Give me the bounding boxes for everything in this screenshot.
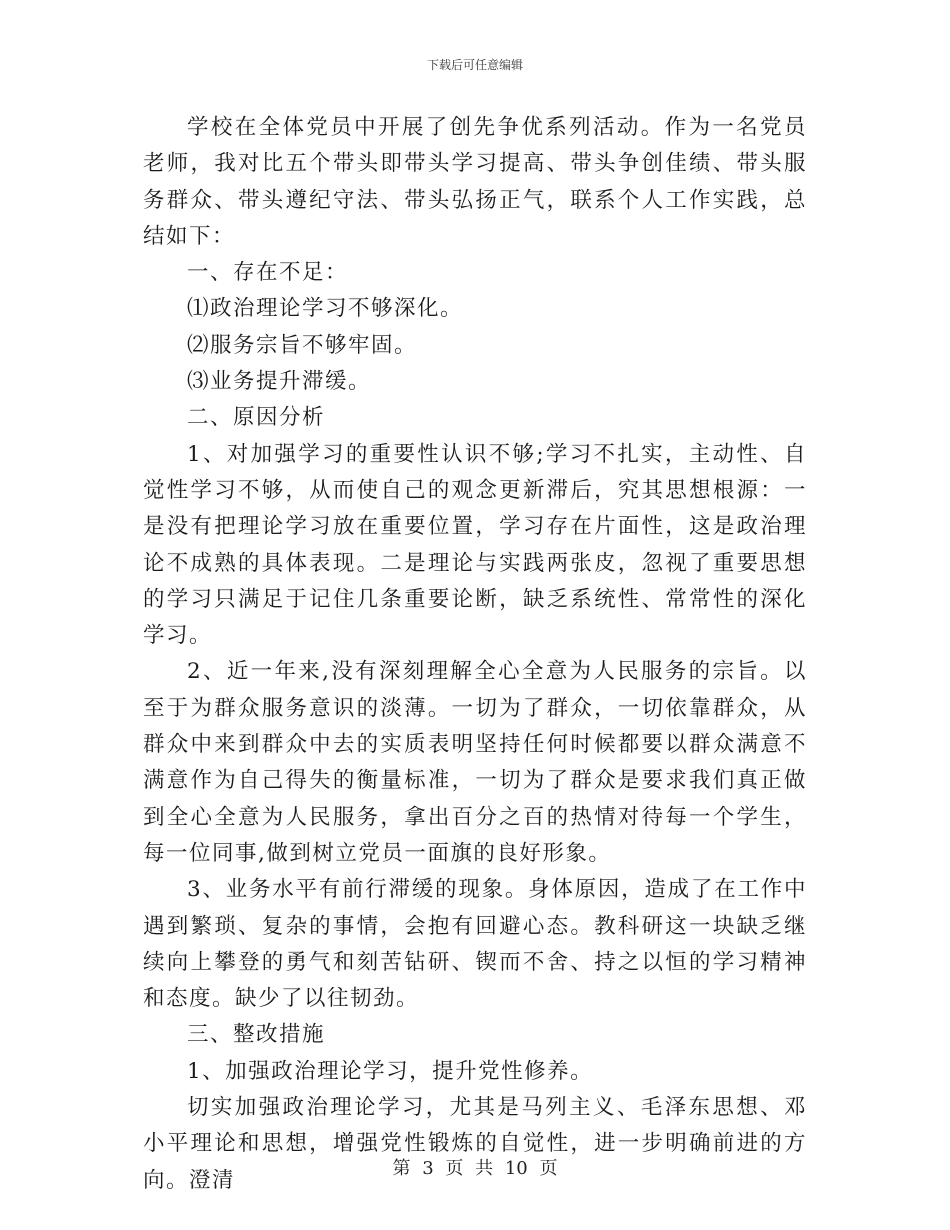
- paragraph-cause-1: 1、对加强学习的重要性认识不够;学习不扎实，主动性、自觉性学习不够，从而使自己的观念更新滞后，究其思想根源：一是没有把理论学习放在重要位置，学习存在片面性，这是政治理论不成熟的具体表现。二是理论与实践两张皮，忽视了重要思想的学习只满足于记住几条重要论断，缺乏系统性、常常性的深化学习。: [143, 441, 807, 649]
- paragraph-cause-3: 3、业务水平有前行滞缓的现象。身体原因，造成了在工作中遇到繁琐、复杂的事情，会抱有回避心态。教科研这一块缺乏继续向上攀登的勇气和刻苦钻研、锲而不舍、持之以恒的学习精神和态度。缺少了以往韧劲。: [143, 877, 807, 1012]
- page-number: 第 3 页 共 10 页: [392, 1158, 558, 1179]
- list-item-service: ⑵服务宗旨不够牢固。: [187, 332, 418, 358]
- list-item-business: ⑶业务提升滞缓。: [187, 369, 372, 395]
- list-item-theory: ⑴政治理论学习不够深化。: [187, 296, 464, 322]
- download-edit-note: 下载后可任意编辑: [426, 58, 523, 72]
- heading-rectification: 三、整改措施: [187, 1022, 326, 1048]
- paragraph-cause-2: 2、近一年来,没有深刻理解全心全意为人民服务的宗旨。以至于为群众服务意识的淡薄。一切为了群众，一切依靠群众，从群众中来到群众中去的实质表明坚持任何时候都要以群众满意不满意作为自己得失的衡量标准，一切为了群众是要求我们真正做到全心全意为人民服务，拿出百分之百的热情对待每一个学生，每一位同事,做到树立党员一面旗的良好形象。: [143, 659, 807, 866]
- document-body: [143, 110, 807, 1199]
- heading-cause-analysis: 二、原因分析: [187, 405, 326, 431]
- paragraph-intro: 学校在全体党员中开展了创先争优系列活动。作为一名党员老师，我对比五个带头即带头学习提高、带头争创佳绩、带头服务群众、带头遵纪守法、带头弘扬正气，联系个人工作实践，总结如下：: [143, 115, 807, 249]
- paragraph-measure-1-detail: 切实加强政治理论学习，尤其是马列主义、毛泽东思想、邓小平理论和思想，增强党性锻炼的自觉性，进一步明确前进的方向。澄清: [143, 1095, 807, 1193]
- heading-shortcomings: 一、存在不足：: [187, 260, 349, 286]
- paragraph-measure-1: 1、加强政治理论学习，提升党性修养。: [187, 1058, 594, 1084]
